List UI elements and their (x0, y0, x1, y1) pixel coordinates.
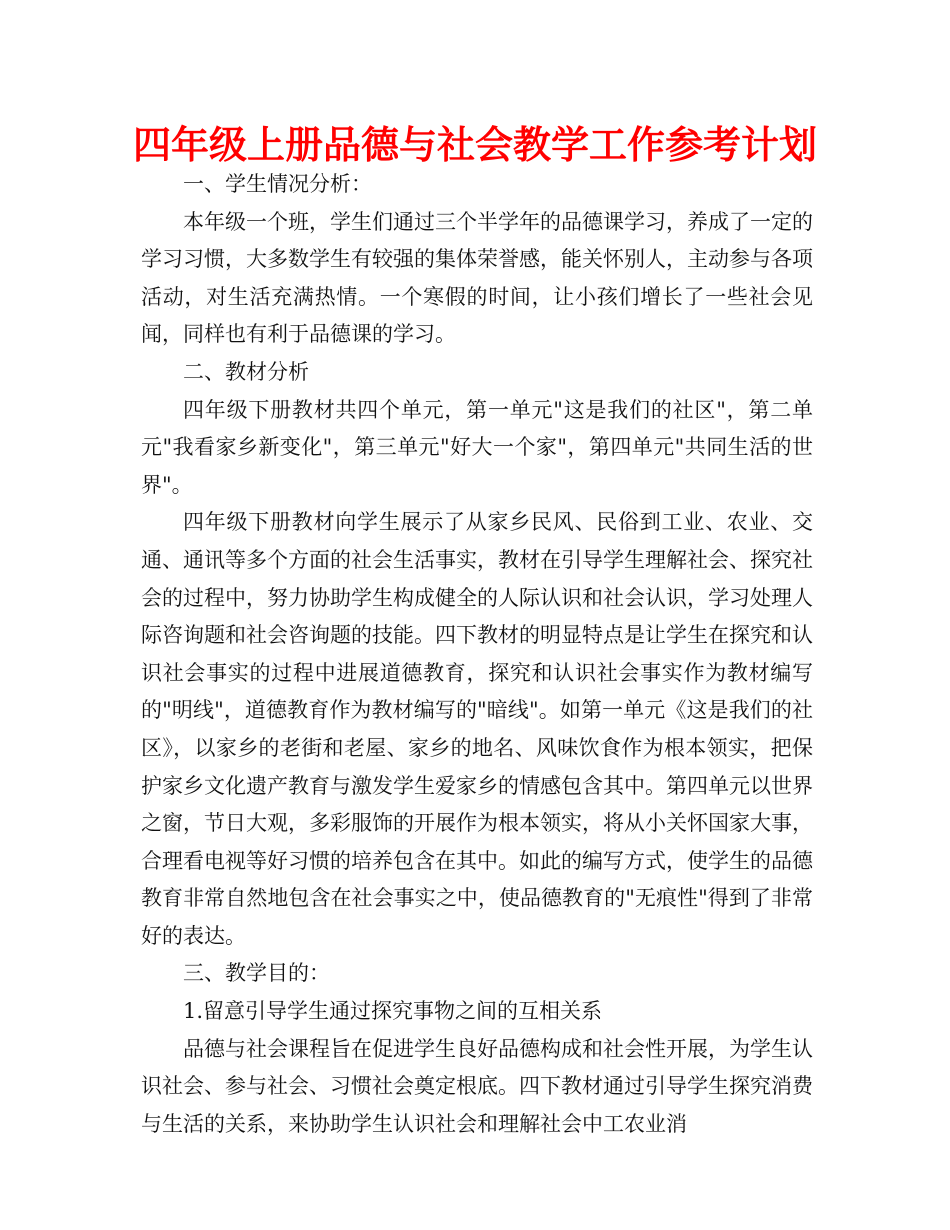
document-title: 四年级上册品德与社会教学工作参考计划 (132, 123, 817, 167)
paragraph-student-analysis: 本年级一个班，学生们通过三个半学年的品德课学习，养成了一定的学习习惯，大多数学生有较强的集体荣誉感，能关怀别人，主动参与各项活动，对生活充满热情。一个寒假的时间，让小孩们增长了一些社会见闻，同样也有利于品德课的学习。 (141, 209, 813, 347)
paragraph-course-purpose: 品德与社会课程旨在促进学生良好品德构成和社会性开展，为学生认识社会、参与社会、习惯社会奠定根底。四下教材通过引导学生探究消费与生活的关系，来协助学生认识社会和理解社会中工农业消 (141, 1036, 813, 1136)
paragraph-textbook-content: 四年级下册教材向学生展示了从家乡民风、民俗到工业、农业、交通、通讯等多个方面的社会生活事实，教材在引导学生理解社会、探究社会的过程中，努力协助学生构成健全的人际认识和社会认识，学习处理人际咨询题和社会咨询题的技能。四下教材的明显特点是让学生在探究和认识社会事实的过程中进展道德教育，探究和认识社会事实作为教材编写的"明线"，道德教育作为教材编写的"暗线"。如第一单元《这是我们的社区》，以家乡的老街和老屋、家乡的地名、风味饮食作为根本领实，把保护家乡文化遗产教育与激发学生爱家乡的情感包含其中。第四单元以世界之窗，节日大观，多彩服饰的开展作为根本领实，将从小关怀国家大事，合理看电视等好习惯的培养包含在其中。如此的编写方式，使学生的品德教育非常自然地包含在社会事实之中，使品德教育的"无痕性"得到了非常好的表达。 (141, 510, 813, 948)
section-heading-textbook-analysis: 二、教材分析 (183, 359, 309, 384)
paragraph-units: 四年级下册教材共四个单元，第一单元"这是我们的社区"，第二单元"我看家乡新变化"，第三单元"好大一个家"，第四单元"共同生活的世界"。 (141, 397, 813, 497)
document-body (141, 166, 813, 1143)
section-heading-student-analysis: 一、学生情况分析： (183, 172, 372, 196)
subheading-goal-1: 1.留意引导学生通过探究事物之间的互相关系 (183, 999, 603, 1024)
section-heading-teaching-goals: 三、教学目的： (183, 961, 330, 986)
